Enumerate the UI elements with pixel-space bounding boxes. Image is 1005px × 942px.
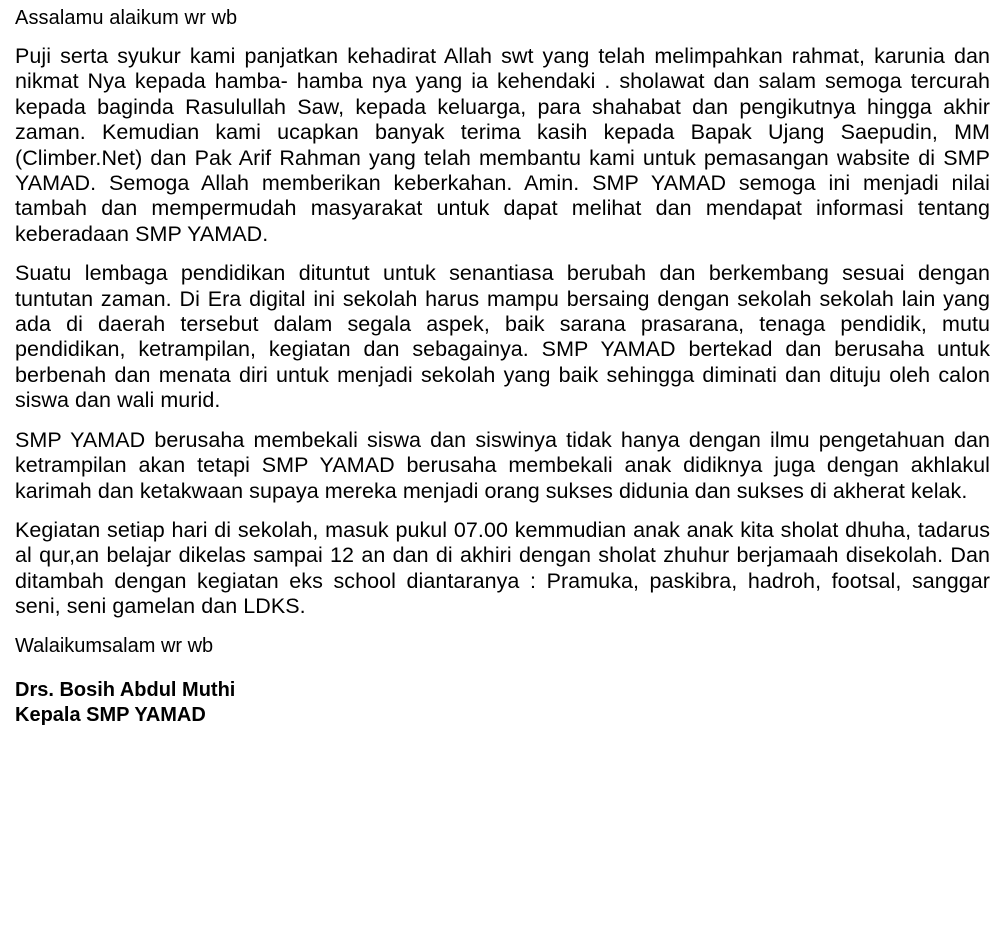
signature-name: Drs. Bosih Abdul Muthi — [15, 678, 236, 701]
closing-salutation: Walaikumsalam wr wb — [15, 634, 214, 657]
letter-page — [15, 0, 990, 728]
paragraph-digital-era: Suatu lembaga pendidikan dituntut untuk senantiasa berubah dan berkembang sesuai dengan tuntutan zaman. Di Era digital ini sekolah harus mampu bersaing dengan sekolah sekolah lain yang ada di daerah tersebut dalam segala aspek, baik sarana prasarana, tenaga pendidik, mutu pendidikan, ketrampilan, kegiatan dan sebagainya. SMP YAMAD bertekad dan berusaha untuk berbenah dan menata diri untuk menjadi sekolah yang baik sehingga diminati dan dituju oleh calon siswa dan wali murid. — [15, 261, 990, 413]
signature-title: Kepala SMP YAMAD — [15, 703, 206, 726]
paragraph-gratitude: Puji serta syukur kami panjatkan kehadirat Allah swt yang telah melimpahkan rahmat, karunia dan nikmat Nya kepada hamba- hamba nya yang ia kehendaki . sholawat dan salam semoga tercurah kepada baginda Rasulullah Saw, kepada keluarga, para shahabat dan pengikutnya hingga akhir zaman. Kemudian kami ucapkan banyak terima kasih kepada Bapak Ujang Saepudin, MM (Climber.Net) dan Pak Arif Rahman yang telah membantu kami untuk pemasangan wabsite di SMP YAMAD. Semoga Allah memberikan keberkahan. Amin. SMP YAMAD semoga ini menjadi nilai tambah dan mempermudah masyarakat untuk dapat melihat dan mendapat informasi tentang keberadaan SMP YAMAD. — [15, 44, 990, 246]
paragraph-daily-activities: Kegiatan setiap hari di sekolah, masuk pukul 07.00 kemmudian anak anak kita sholat dhuha, tadarus al qur,an belajar dikelas sampai 12 an dan di akhiri dengan sholat zhuhur berjamaah disekolah. Dan ditambah dengan kegiatan eks school diantaranya : Pramuka, paskibra, hadroh, footsal, sanggar seni, seni gamelan dan LDKS. — [15, 517, 990, 619]
greeting: Assalamu alaikum wr wb — [15, 7, 238, 29]
paragraph-education-goals: SMP YAMAD berusaha membekali siswa dan siswinya tidak hanya dengan ilmu pengetahuan dan ketrampilan akan tetapi SMP YAMAD berusaha membekali anak didiknya juga dengan akhlakul karimah dan ketakwaan supaya mereka menjadi orang sukses didunia dan sukses di akherat kelak. — [15, 427, 990, 503]
